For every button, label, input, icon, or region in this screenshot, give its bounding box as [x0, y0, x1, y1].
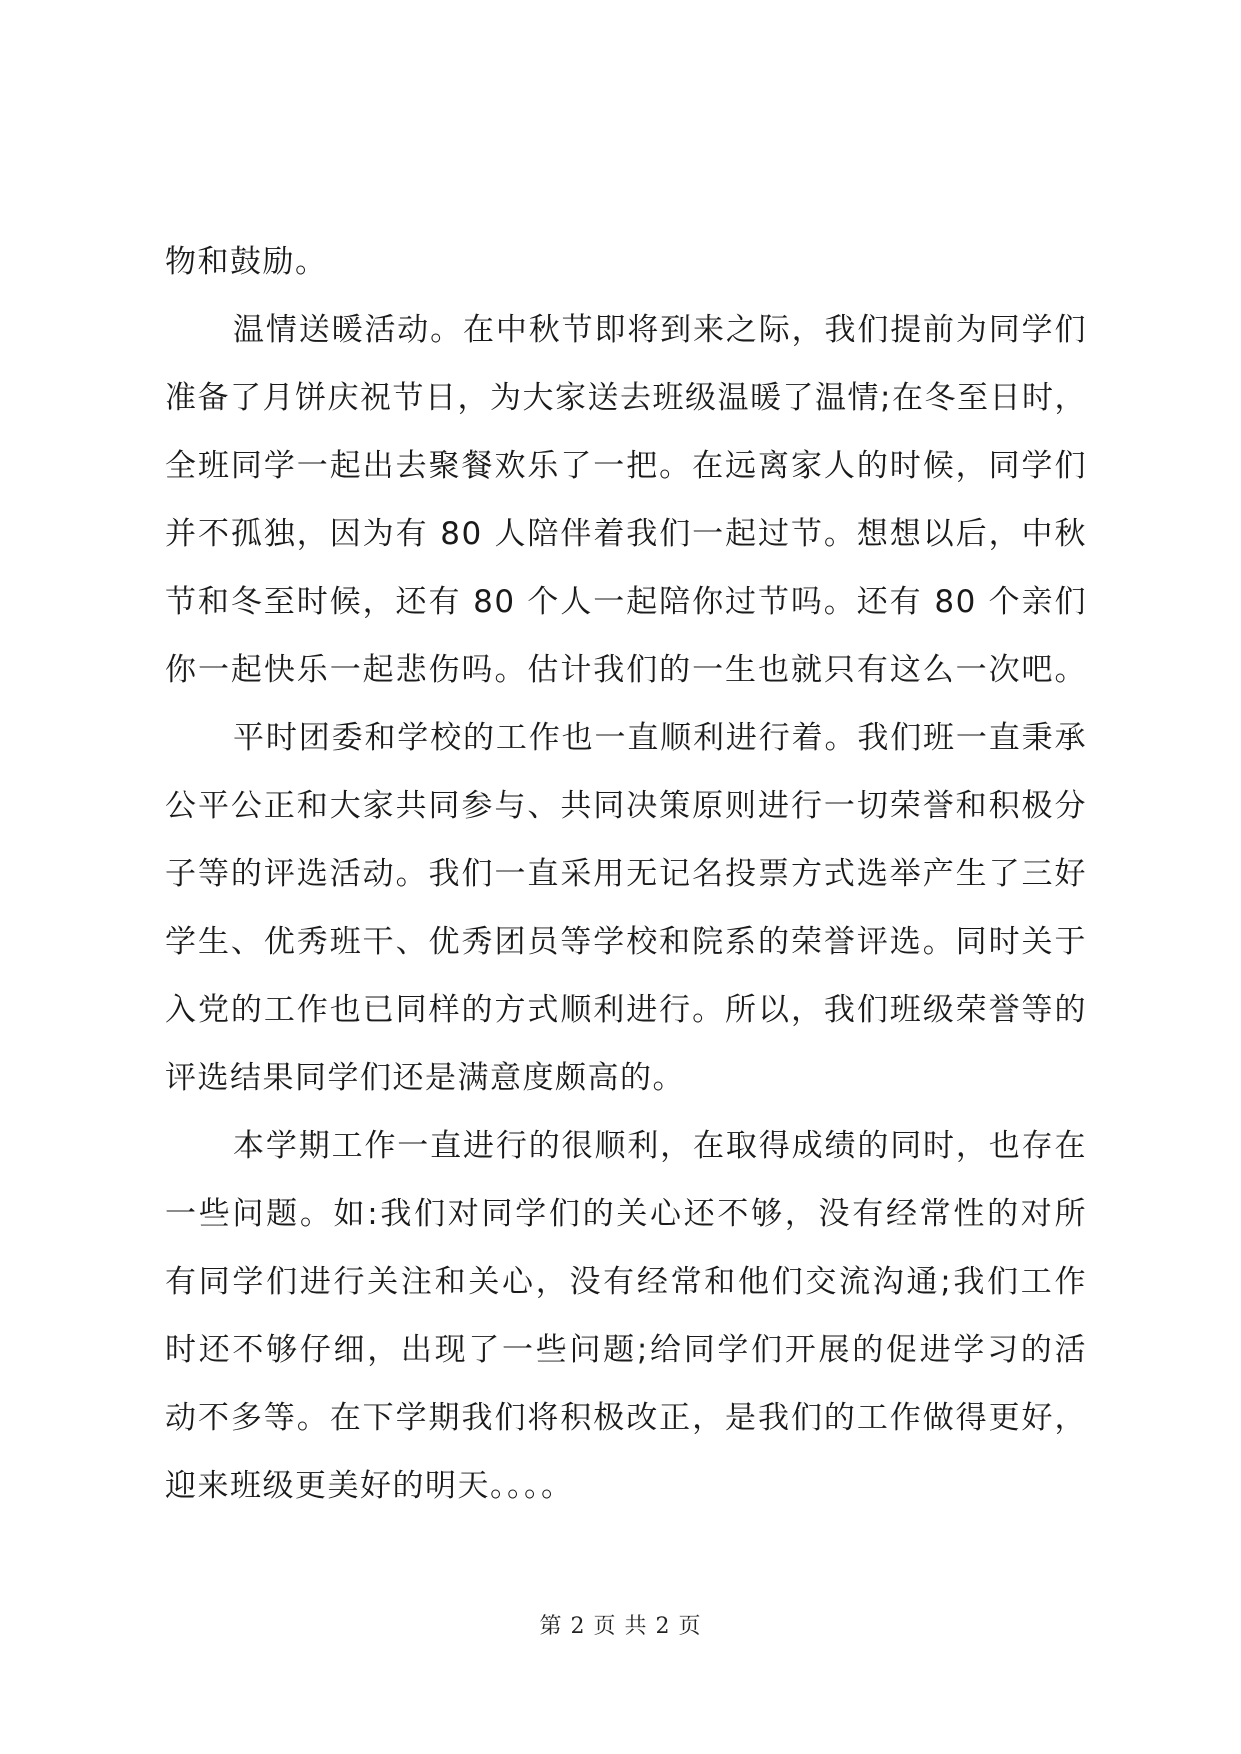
text-line: 动不多等。在下学期我们将积极改正，是我们的工作做得更好，	[165, 1400, 1087, 1436]
text-line: 有同学们进行关注和关心，没有经常和他们交流沟通;我们工作	[165, 1264, 1087, 1300]
text-line: 物和鼓励。	[165, 244, 328, 280]
text-line: 子等的评选活动。我们一直采用无记名投票方式选举产生了三好	[165, 856, 1087, 892]
text-line: 平时团委和学校的工作也一直顺利进行着。我们班一直秉承	[233, 720, 1087, 756]
text-line: 迎来班级更美好的明天。。。。	[165, 1468, 574, 1504]
text-line: 一些问题。如:我们对同学们的关心还不够，没有经常性的对所	[165, 1196, 1087, 1232]
text-line: 评选结果同学们还是满意度颇高的。	[165, 1060, 685, 1096]
text-line: 全班同学一起出去聚餐欢乐了一把。在远离家人的时候，同学们	[165, 448, 1087, 484]
text-line: 并不孤独，因为有 80 人陪伴着我们一起过节。想想以后，中秋	[165, 516, 1087, 552]
body-text	[165, 228, 1087, 1520]
page-footer: 第 2 页 共 2 页	[539, 1614, 702, 1639]
text-line: 入党的工作也已同样的方式顺利进行。所以，我们班级荣誉等的	[165, 992, 1087, 1028]
text-line: 公平公正和大家共同参与、共同决策原则进行一切荣誉和积极分	[165, 788, 1087, 824]
text-line: 时还不够仔细，出现了一些问题;给同学们开展的促进学习的活	[165, 1332, 1087, 1368]
text-line: 你一起快乐一起悲伤吗。估计我们的一生也就只有这么一次吧。	[165, 652, 1087, 688]
text-line: 准备了月饼庆祝节日，为大家送去班级温暖了温情;在冬至日时，	[165, 380, 1087, 416]
text-line: 节和冬至时候，还有 80 个人一起陪你过节吗。还有 80 个亲们	[165, 584, 1087, 620]
text-line: 温情送暖活动。在中秋节即将到来之际，我们提前为同学们	[233, 312, 1087, 348]
text-line: 本学期工作一直进行的很顺利，在取得成绩的同时，也存在	[233, 1128, 1087, 1164]
text-line: 学生、优秀班干、优秀团员等学校和院系的荣誉评选。同时关于	[165, 924, 1087, 960]
